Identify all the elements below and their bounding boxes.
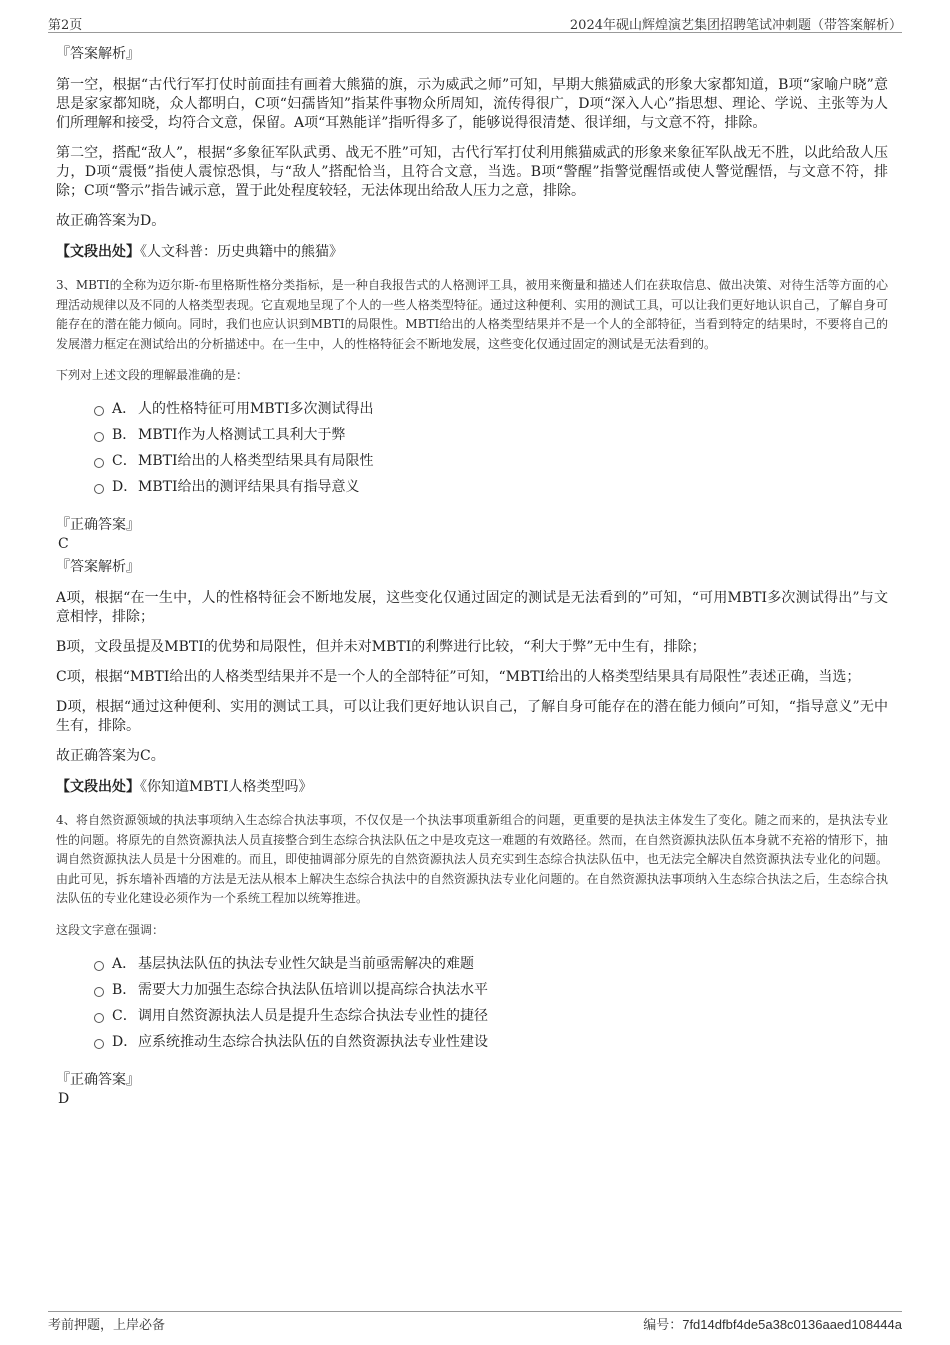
option-text: 基层执法队伍的执法专业性欠缺是当前亟需解决的难题 — [138, 955, 474, 972]
radio-icon[interactable] — [94, 1039, 104, 1049]
option-letter: B． — [112, 981, 137, 998]
option-letter: C． — [112, 453, 137, 469]
q3-source — [56, 777, 888, 797]
q2-analysis-para-2: 第二空，搭配“敌人”，根据“多象征军队武勇、战无不胜”可知，古代行军打仗利用熊猫威武的形象来象征军队战无不胜，以此给敌人压力，D项“震慑”指使人震惊恐惧，与“敌人”搭配恰当，且符合文意，当选。B项“警醒”指警觉醒悟或使人警觉醒悟，与文意不符，排除；C项“警示”指告诫示意，置于此处程度较轻，无法体现出给敌人压力之意，排除。 — [56, 145, 888, 199]
q3-analysis-label: 『答案解析』 — [56, 559, 140, 575]
option-text: MBTI作为人格测试工具利大于弊 — [138, 427, 346, 443]
radio-icon[interactable] — [94, 1013, 104, 1023]
q2-source-text: 《人文科普：历史典籍中的熊猫》 — [140, 244, 343, 260]
radio-icon[interactable] — [94, 406, 104, 416]
option-letter: A． — [112, 401, 137, 417]
q4-answer-label: 『正确答案』 — [56, 1071, 140, 1088]
option-text: 需要大力加强生态综合执法队伍培训以提高综合执法水平 — [138, 981, 488, 998]
q3-analysis-para-b: B项，文段虽提及MBTI的优势和局限性，但并未对MBTI的利弊进行比较，“利大于弊”无中生有，排除； — [56, 639, 706, 655]
q3-answer: C — [58, 536, 69, 552]
q4-option-a[interactable] — [94, 956, 888, 982]
q3-analysis-para-d: D项，根据“通过这种便利、实用的测试工具，可以让我们更好地认识自己，了解自身可能存在的潜在能力倾向”可知，“指导意义”无中生有，排除。 — [56, 699, 888, 734]
footer-code — [643, 1314, 902, 1333]
footer-code-value: 7fd14dfbf4de5a38c0136aaed108444a — [682, 1317, 902, 1332]
q3-question-text: 3、MBTI的全称为迈尔斯-布里格斯性格分类指标，是一种自我报告式的人格测评工具，被用来衡量和描述人们在获取信息、做出决策、对待生活等方面的心理活动规律以及不同的人格类型表现。它直观地呈现了个人的一些人格类型特征。通过这种便利、实用的测试工具，可以让我们更好地认识自己，了解自身可能存在的潜在能力倾向。同时，我们也应认识到MBTI的局限性。MBTI给出的人格类型结果并不是一个人的全部特征，当看到特定的结果时，不要将自己的发展潜力框定在测试给出的分析描述中。在一生中，人的性格特征会不断地发展，这些变化仅通过固定的测试是无法看到的。 — [56, 278, 888, 351]
option-letter: D． — [112, 1033, 138, 1050]
footer-code-label: 编号： — [643, 1318, 683, 1333]
q2-analysis-para-1: 第一空，根据“古代行军打仗时前面挂有画着大熊猫的旗，示为威武之师”可知，早期大熊猫威武的形象大家都知道，B项“家喻户晓”意思是家家都知晓，众人都明白，C项“妇孺皆知”指某件事物众所周知，流传得很广，D项“深入人心”指思想、理论、学说、主张等为人们所理解和接受，均符合文意，保留。A项“耳熟能详”指听得多了，能够说得很清楚、很详细，与文意不符，排除。 — [56, 77, 888, 131]
q4-option-b[interactable] — [94, 982, 888, 1008]
option-letter: C． — [112, 1007, 137, 1024]
q3-source-tag: 【文段出处】 — [56, 779, 140, 795]
q2-source-tag: 【文段出处】 — [56, 244, 140, 260]
q3-conclusion: 故正确答案为C。 — [56, 748, 165, 764]
q3-prompt: 下列对上述文段的理解最准确的是： — [56, 368, 249, 382]
q3-option-b[interactable] — [94, 427, 888, 453]
radio-icon[interactable] — [94, 432, 104, 442]
document-title: 2024年砚山辉煌演艺集团招聘笔试冲刺题（带答案解析） — [569, 18, 902, 33]
option-letter: B． — [112, 427, 137, 443]
q3-analysis-para-c: C项，根据“MBTI给出的人格类型结果并不是一个人的全部特征”可知，“MBTI给出的人格类型结果具有局限性”表述正确，当选； — [56, 669, 861, 685]
option-text: MBTI给出的测评结果具有指导意义 — [138, 479, 360, 495]
radio-icon[interactable] — [94, 987, 104, 997]
q3-answer-label: 『正确答案』 — [56, 517, 140, 533]
option-text: MBTI给出的人格类型结果具有局限性 — [138, 453, 374, 469]
page-content — [56, 44, 888, 1112]
q3-option-d[interactable] — [94, 479, 888, 505]
radio-icon[interactable] — [94, 961, 104, 971]
option-text: 调用自然资源执法人员是提升生态综合执法专业性的捷径 — [138, 1007, 488, 1024]
radio-icon[interactable] — [94, 458, 104, 468]
q3-options — [94, 401, 888, 505]
q4-question-text: 4、将自然资源领域的执法事项纳入生态综合执法事项，不仅仅是一个执法事项重新组合的问题，更重要的是执法主体发生了变化。随之而来的，是执法专业性的问题。将原先的自然资源执法人员直接整合到生态综合执法队伍之中是攻克这一难题的有效路径。然而，在自然资源执法队伍本身就不充裕的情形下，抽调自然资源执法人员是十分困难的。而且，即使抽调部分原先的自然资源执法人员充实到生态综合执法队伍中，也无法完全解决自然资源执法专业化的问题。由此可见，拆东墙补西墙的方法是无法从根本上解决生态综合执法中的自然资源执法专业化问题的。在自然资源执法事项纳入生态综合执法之后，生态综合执法队伍的专业化建设必须作为一个系统工程加以统筹推进。 — [56, 813, 888, 905]
q3-analysis-para-a: A项，根据“在一生中，人的性格特征会不断地发展，这些变化仅通过固定的测试是无法看到的”可知，“可用MBTI多次测试得出”与文意相悖，排除； — [56, 590, 888, 625]
q3-option-c[interactable] — [94, 453, 888, 479]
radio-icon[interactable] — [94, 484, 104, 494]
option-text: 应系统推动生态综合执法队伍的自然资源执法专业性建设 — [138, 1033, 488, 1050]
q4-options — [94, 956, 888, 1060]
q2-analysis-label: 『答案解析』 — [56, 46, 140, 62]
q4-option-d[interactable] — [94, 1034, 888, 1060]
page-number: 第2页 — [48, 18, 83, 33]
page-footer — [48, 1311, 902, 1332]
footer-slogan: 考前押题，上岸必备 — [48, 1318, 166, 1333]
page-header — [48, 12, 902, 33]
option-letter: A． — [112, 955, 137, 972]
q3-source-text: 《你知道MBTI人格类型吗》 — [140, 779, 313, 795]
option-letter: D． — [112, 479, 138, 495]
q2-source — [56, 242, 888, 262]
q4-option-c[interactable] — [94, 1008, 888, 1034]
option-text: 人的性格特征可用MBTI多次测试得出 — [138, 401, 374, 417]
q4-answer: D — [58, 1090, 70, 1107]
q3-option-a[interactable] — [94, 401, 888, 427]
q4-prompt: 这段文字意在强调： — [56, 922, 165, 937]
q2-conclusion: 故正确答案为D。 — [56, 213, 166, 229]
